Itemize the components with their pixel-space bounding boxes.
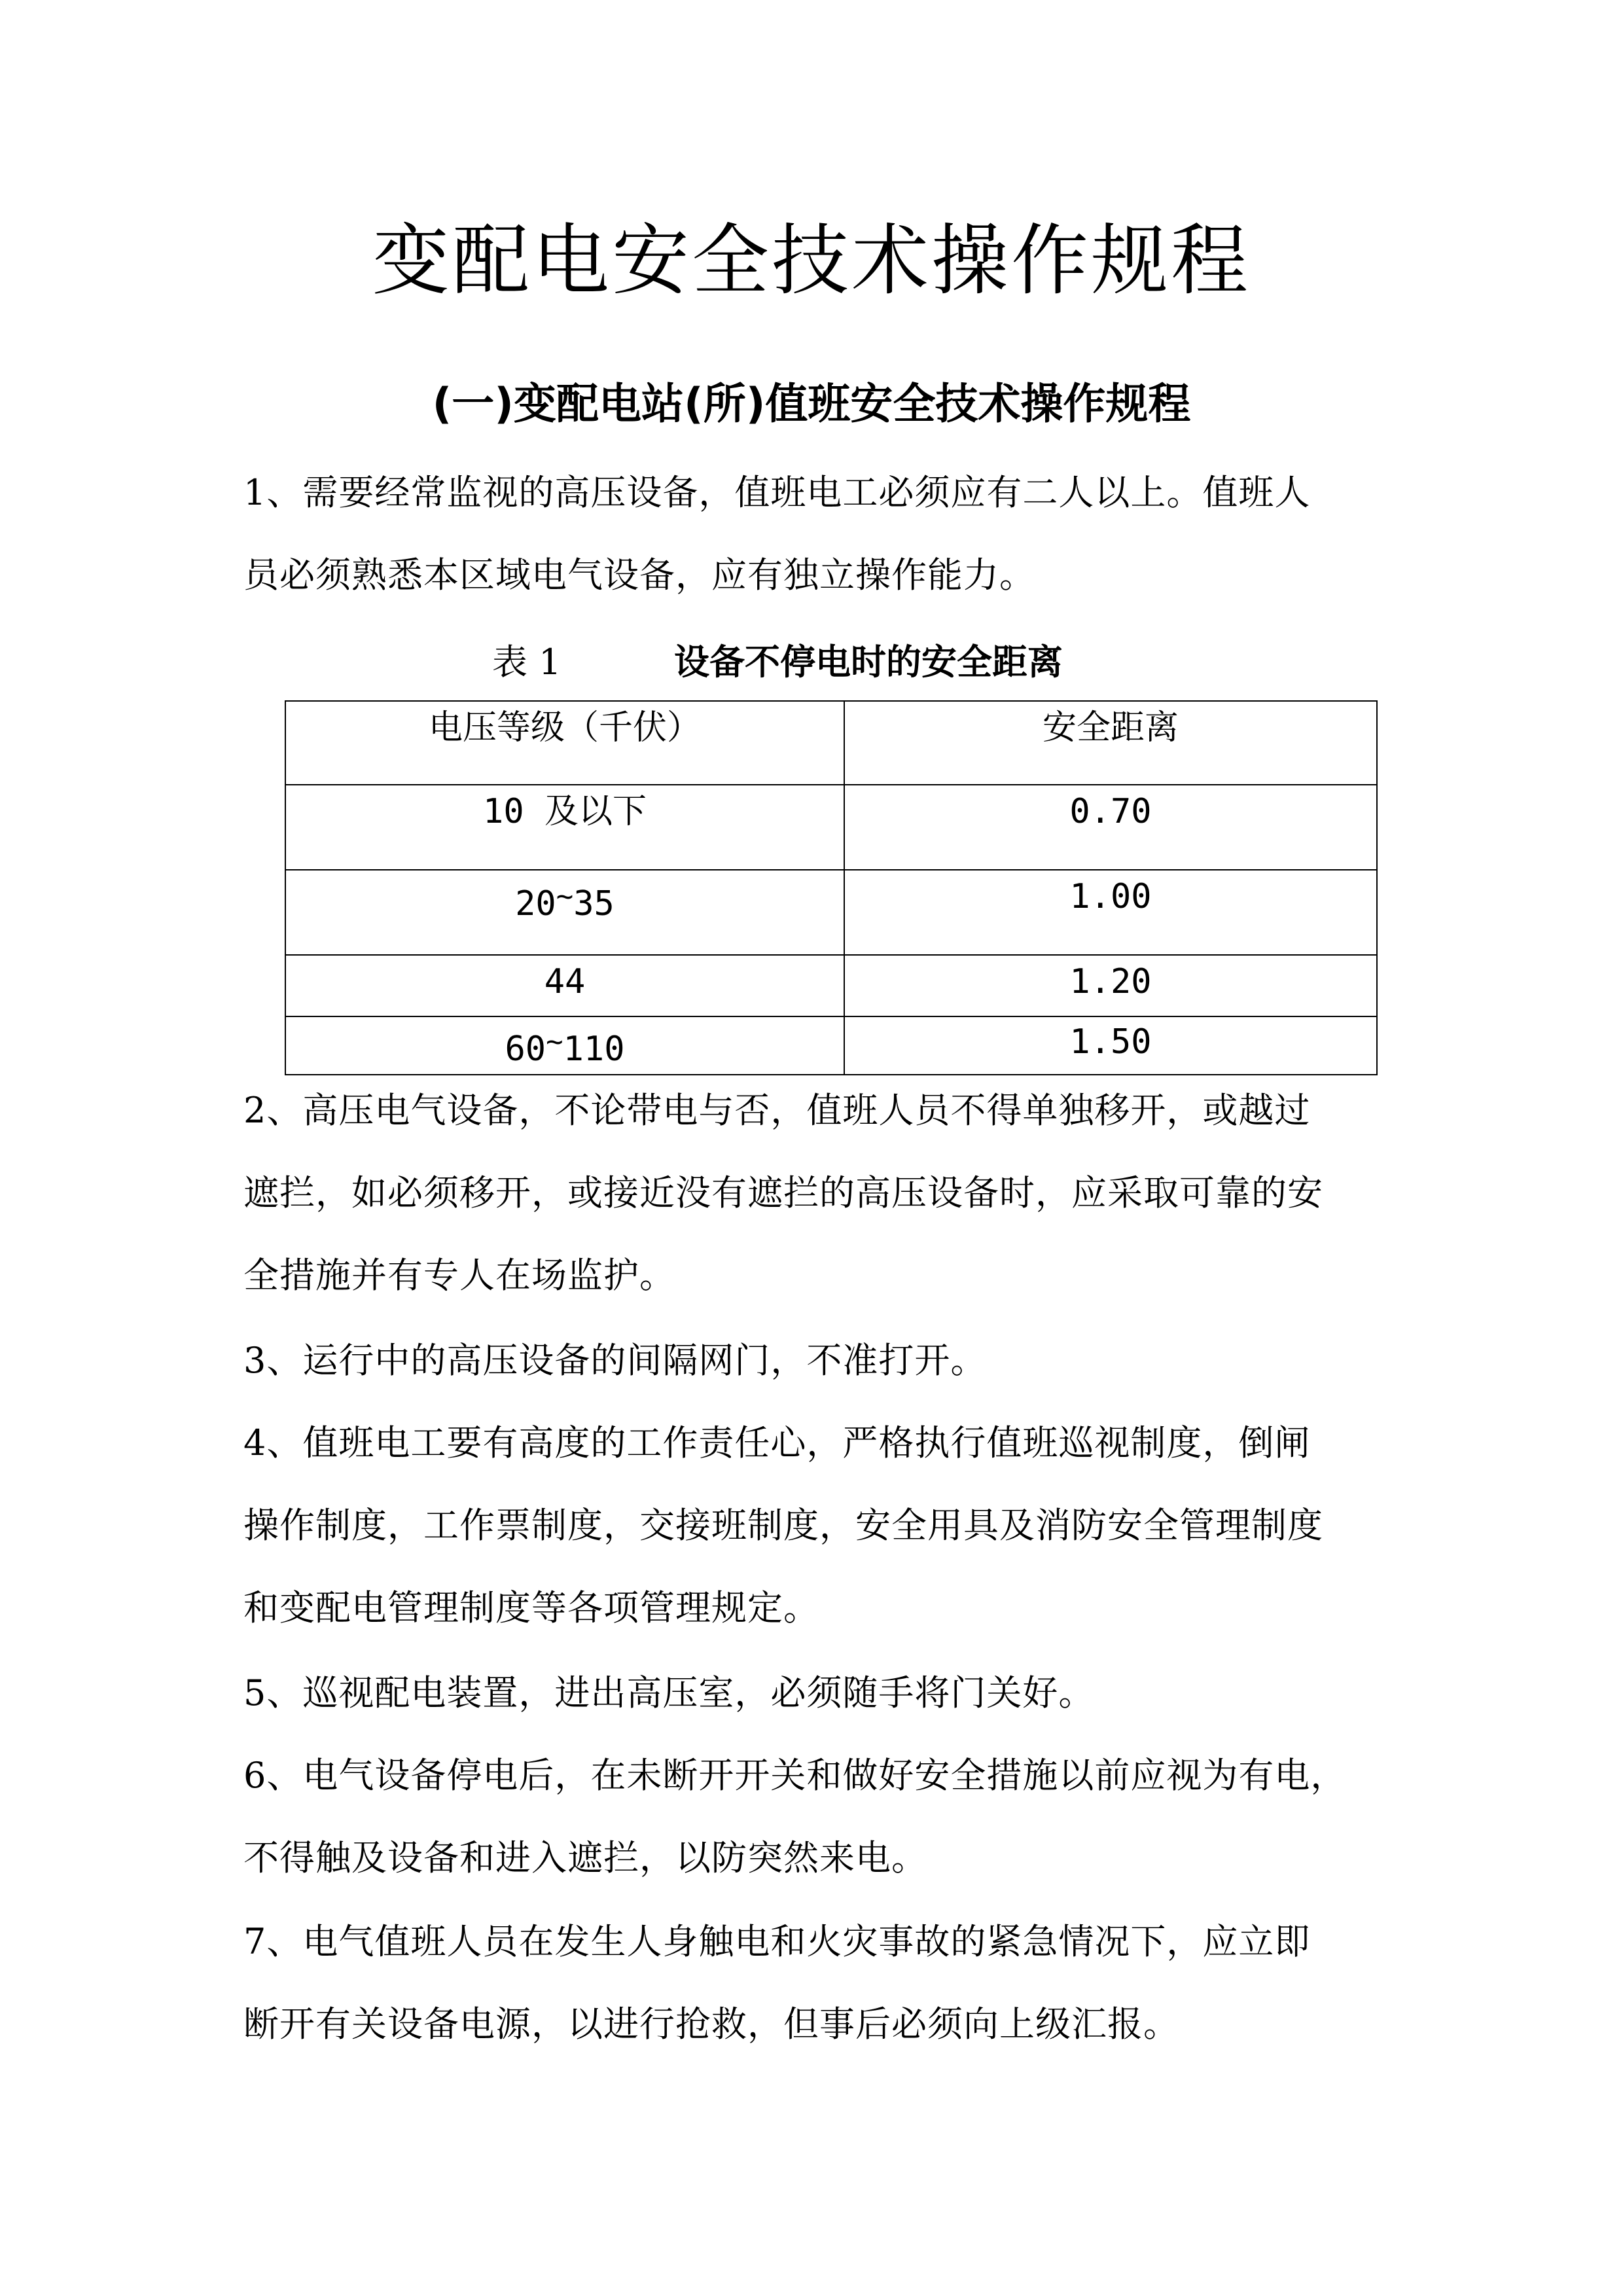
table-caption — [0, 636, 1623, 689]
paragraph-5 — [243, 1652, 1395, 1734]
range-separator: ~ — [556, 880, 574, 913]
paragraph-line: 2、高压电气设备，不论带电与否，值班人员不得单独移开，或越过 — [243, 1090, 1311, 1131]
paragraph-line: 全措施并有专人在场监护。 — [243, 1255, 675, 1296]
paragraph-line: 遮拦，如必须移开，或接近没有遮拦的高压设备时，应采取可靠的安 — [243, 1172, 1323, 1213]
paragraph-3 — [243, 1319, 1395, 1402]
voltage-range-from: 20 — [515, 884, 556, 924]
voltage-cell — [285, 870, 844, 955]
paragraph-line: 断开有关设备电源，以进行抢救，但事后必须向上级汇报。 — [243, 2003, 1179, 2045]
paragraph-4 — [243, 1402, 1395, 1649]
table-caption-title: 设备不停电时的安全距离 — [674, 641, 1063, 683]
voltage-cell — [285, 785, 844, 870]
column-header-distance: 安全距离 — [844, 701, 1377, 785]
voltage-value: 44 — [544, 962, 586, 1001]
safety-distance-table — [285, 700, 1378, 1075]
paragraph-line: 6、电气设备停电后，在未断开开关和做好安全措施以前应视为有电， — [243, 1755, 1347, 1796]
paragraph-line: 1、需要经常监视的高压设备，值班电工必须应有二人以上。值班人 — [243, 472, 1311, 513]
voltage-cell — [285, 1016, 844, 1075]
distance-cell: 0.70 — [844, 785, 1377, 870]
table-caption-number: 表 1 — [492, 641, 562, 683]
voltage-range-to: 35 — [573, 884, 615, 924]
paragraph-2 — [243, 1069, 1395, 1317]
distance-cell: 1.50 — [844, 1016, 1377, 1075]
paragraph-line: 7、电气值班人员在发生人身触电和火灾事故的紧急情况下，应立即 — [243, 1921, 1311, 1962]
table-row — [285, 955, 1377, 1016]
paragraph-line: 操作制度，工作票制度，交接班制度，安全用具及消防安全管理制度 — [243, 1505, 1323, 1546]
range-separator: ~ — [546, 1025, 563, 1058]
table-header-row — [285, 701, 1377, 785]
distance-cell: 1.20 — [844, 955, 1377, 1016]
voltage-cell — [285, 955, 844, 1016]
voltage-value: 10 及以下 — [483, 792, 647, 831]
section-title: (一)变配电站(所)值班安全技术操作规程 — [432, 380, 1191, 429]
table-row — [285, 870, 1377, 955]
table-row — [285, 1016, 1377, 1075]
voltage-range-to: 110 — [563, 1030, 625, 1069]
paragraph-line: 4、值班电工要有高度的工作责任心，严格执行值班巡视制度，倒闸 — [243, 1422, 1311, 1463]
paragraph-7 — [243, 1901, 1395, 2066]
paragraph-6 — [243, 1734, 1395, 1899]
paragraph-line: 不得触及设备和进入遮拦，以防突然来电。 — [243, 1837, 927, 1878]
table-row — [285, 785, 1377, 870]
voltage-range-from: 60 — [505, 1030, 546, 1069]
document-title: 变配电安全技术操作规程 — [372, 215, 1251, 306]
paragraph-line: 5、巡视配电装置，进出高压室，必须随手将门关好。 — [243, 1672, 1095, 1713]
distance-cell: 1.00 — [844, 870, 1377, 955]
column-header-voltage: 电压等级（千伏） — [285, 701, 844, 785]
paragraph-line: 3、运行中的高压设备的间隔网门，不准打开。 — [243, 1340, 987, 1381]
paragraph-line: 员必须熟悉本区域电气设备，应有独立操作能力。 — [243, 554, 1035, 596]
paragraph-1 — [243, 452, 1395, 617]
paragraph-line: 和变配电管理制度等各项管理规定。 — [243, 1587, 819, 1628]
